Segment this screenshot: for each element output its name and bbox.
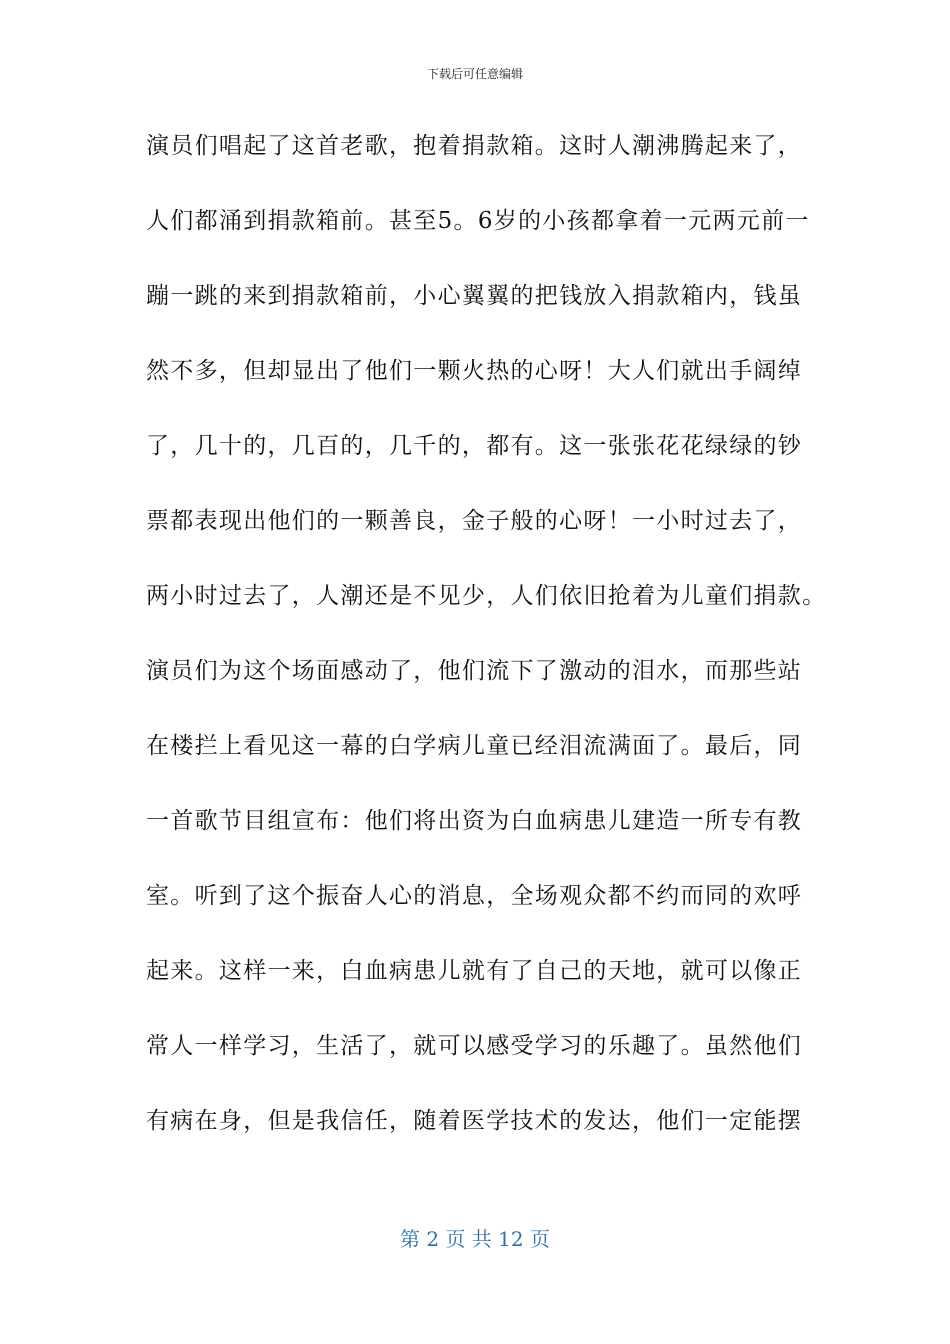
page-number-footer: 第 2 页 共 12 页 [400,1227,550,1251]
text-line: 了，几十的，几百的，几千的，都有。这一张张花花绿绿的钞 [146,433,803,459]
text-line: 票都表现出他们的一颗善良，金子般的心呀！一小时过去了， [146,508,803,534]
text-line: 演员们为这个场面感动了，他们流下了激动的泪水，而那些站 [146,658,803,684]
text-line: 人们都涌到捐款箱前。甚至5。6岁的小孩都拿着一元两元前一 [146,208,810,234]
text-line: 然不多，但却显出了他们一颗火热的心呀！大人们就出手阔绰 [146,358,803,384]
text-line: 有病在身，但是我信任，随着医学技术的发达，他们一定能摆 [146,1108,803,1134]
text-line: 室。听到了这个振奋人心的消息，全场观众都不约而同的欢呼 [146,883,803,909]
text-line: 在楼拦上看见这一幕的白学病儿童已经泪流满面了。最后，同 [146,733,803,759]
text-line: 演员们唱起了这首老歌，抱着捐款箱。这时人潮沸腾起来了， [146,133,803,159]
text-line: 起来。这样一来，白血病患儿就有了自己的天地，就可以像正 [146,958,803,984]
document-body [146,126,827,1176]
page-header: 下载后可任意编辑 [426,67,523,81]
text-line: 一首歌节目组宣布：他们将出资为白血病患儿建造一所专有教 [146,808,803,834]
text-line: 蹦一跳的来到捐款箱前，小心翼翼的把钱放入捐款箱内，钱虽 [146,283,803,309]
text-line: 两小时过去了，人潮还是不见少，人们依旧抢着为儿童们捐款。 [146,583,827,609]
text-line: 常人一样学习，生活了，就可以感受学习的乐趣了。虽然他们 [146,1033,803,1059]
